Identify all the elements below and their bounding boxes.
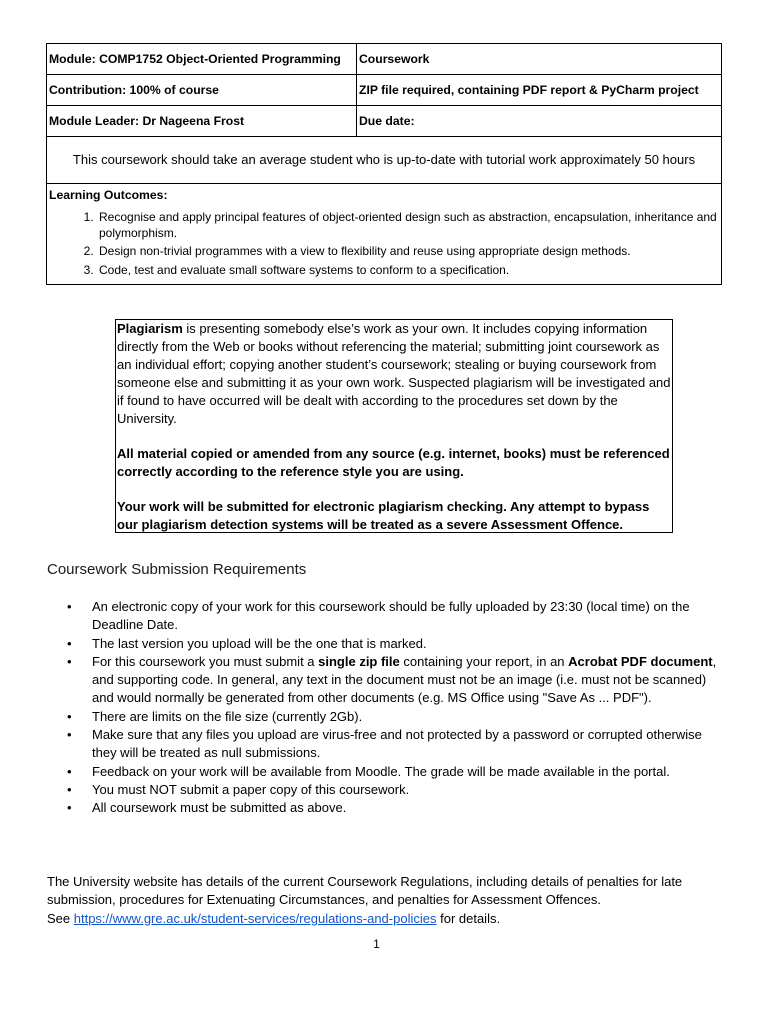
regulations-link[interactable]: https://www.gre.ac.uk/student-services/regulations-and-policies: [73, 910, 437, 926]
workload-cell: This coursework should take an average student who is up-to-date with tutorial work approximately 50 hours: [47, 137, 722, 184]
regulations-text: The University website has details of the current Coursework Regulations, including details of penalties for late submission, procedures for Extenuating Circumstances, and penalties for Assessment Offences.: [47, 874, 683, 908]
bullet-icon: •: [67, 763, 72, 779]
after-link-text: for details.: [436, 910, 501, 926]
list-item-text: There are limits on the file size (currently 2Gb).: [92, 708, 363, 724]
submission-format-cell: ZIP file required, containing PDF report & PyCharm project: [357, 75, 722, 106]
plagiarism-definition-text: is presenting somebody else’s work as your own. It includes copying information directly from the Web or books without referencing the material; submitting joint coursework as an individual effort; copying another student’s coursework; stealing or buying coursework from someone else and submitting it as your own work. Suspected plagiarism will be investigated and if found to have occurred will be dealt with according to the procedures set down by the University.: [117, 321, 671, 426]
list-item: [47, 726, 727, 763]
list-item-text: Make sure that any files you upload are virus-free and not protected by a password or corrupted otherwise they will be treated as null submissions.: [92, 727, 702, 761]
plagiarism-term: Plagiarism: [117, 321, 183, 336]
bullet-icon: •: [67, 708, 72, 724]
bullet-icon: •: [67, 653, 72, 669]
plagiarism-definition: [117, 320, 671, 428]
list-item-text: All coursework must be submitted as above.: [92, 800, 347, 816]
learning-outcomes-list: [49, 210, 719, 278]
list-item: [47, 708, 727, 726]
submission-requirements-heading: Coursework Submission Requirements: [47, 561, 307, 578]
module-info-table: [46, 43, 722, 285]
bullet-icon: •: [67, 599, 72, 614]
learning-outcome-item: 2. Design non-trivial programmes with a view to flexibility and reuse using appropriate design methods.: [97, 244, 719, 260]
bullet-icon: •: [67, 727, 72, 743]
list-item: [47, 653, 727, 708]
bullet-icon: •: [67, 800, 72, 816]
list-item: [47, 635, 727, 653]
learning-outcome-item: 1. Recognise and apply principal features of object-oriented design such as abstraction, encapsulation, inheritance and polymorphism.: [97, 210, 719, 241]
list-item: [47, 763, 727, 781]
referencing-requirement: [117, 445, 671, 481]
learning-outcomes-cell: [47, 184, 722, 285]
list-item-text: You must NOT submit a paper copy of this coursework.: [92, 781, 410, 797]
list-item-text: The last version you upload will be the one that is marked.: [92, 635, 427, 651]
plagiarism-checking: [117, 498, 671, 534]
list-item: [47, 781, 727, 799]
due-date-cell: Due date:: [357, 106, 722, 137]
plagiarism-checking-text: Your work will be submitted for electronic plagiarism checking. Any attempt to bypass our plagiarism detection systems will be treated as a severe Assessment Offence.: [117, 499, 650, 532]
plagiarism-notice-box: [115, 319, 673, 533]
page-number: 1: [373, 937, 380, 951]
module-leader-cell: Module Leader: Dr Nageena Frost: [47, 106, 357, 137]
regulations-paragraph: [47, 873, 737, 928]
see-text: See: [47, 910, 74, 926]
list-item-text: containing your report, in an: [399, 653, 569, 669]
list-item-text: , and supporting code. In general, any text in the document must not be an image (i.e. must not be scanned) and would normally be generated from other documents (e.g. MS Office using "Save As ... PDF").: [92, 653, 717, 706]
module-title-cell: Module: COMP1752 Object-Oriented Programming: [47, 44, 357, 75]
learning-outcome-item: 3. Code, test and evaluate small software systems to conform to a specification.: [97, 263, 719, 279]
pdf-emphasis: Acrobat PDF document: [568, 653, 713, 669]
list-item-text: Feedback on your work will be available from Moodle. The grade will be made available in the portal.: [92, 763, 670, 779]
list-item: [47, 598, 727, 635]
zip-file-emphasis: single zip file: [318, 653, 400, 669]
list-item-text: An electronic copy of your work for this coursework should be fully uploaded by 23:30 (local time) on the Deadline Date.: [92, 599, 690, 633]
learning-outcomes-title: Learning Outcomes:: [49, 188, 168, 202]
bullet-icon: •: [67, 635, 72, 651]
bullet-icon: •: [67, 781, 72, 797]
contribution-cell: Contribution: 100% of course: [47, 75, 357, 106]
submission-requirements-list: [47, 598, 727, 818]
list-item: [47, 799, 727, 817]
assessment-type-cell: Coursework: [357, 44, 722, 75]
list-item-text: For this coursework you must submit a: [92, 653, 319, 669]
referencing-text: All material copied or amended from any source (e.g. internet, books) must be referenced correctly according to the reference style you are using.: [117, 446, 670, 479]
